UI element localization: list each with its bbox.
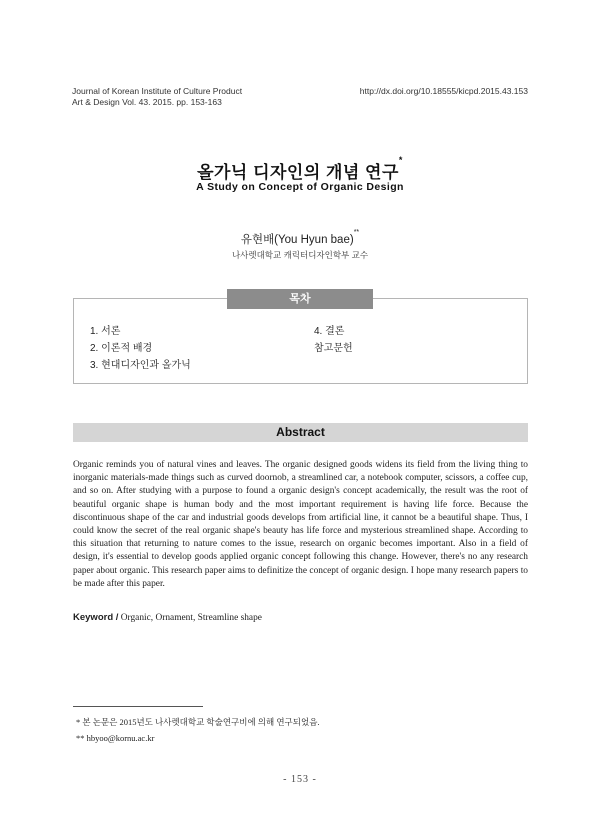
journal-name: Journal of Korean Institute of Culture Product [72,86,243,96]
author-affiliation: 나사렛대학교 캐릭터디자인학부 교수 [231,250,369,260]
doi-link[interactable]: http://dx.doi.org/10.18555/kicpd.2015.43.153 [359,86,528,96]
toc-item: 3. 현대디자인과 올가닉 [90,360,191,371]
author-name-text: 유현배(You Hyun bae) [240,234,354,246]
footnote-funding: * 본 논문은 2015년도 나사렛대학교 학술연구비에 의해 연구되었음. [76,717,320,727]
korean-title [0,155,600,183]
toc-heading: 목차 [227,289,373,309]
page-number: - 153 - [283,774,317,785]
toc-item: 참고문헌 [314,343,353,354]
keywords [73,612,262,623]
footnote-email[interactable]: ** hbyoo@kornu.ac.kr [76,733,155,743]
toc-item: 2. 이론적 배경 [90,343,153,354]
journal-info [72,86,242,108]
author-footnote-mark: ** [353,229,360,236]
abstract-heading: Abstract [73,423,528,442]
keywords-values: Organic, Ornament, Streamline shape [120,613,262,623]
journal-volume: Art & Design Vol. 43. 2015. pp. 153-163 [72,97,222,107]
keywords-label: Keyword / [73,612,119,623]
english-title: A Study on Concept of Organic Design [196,181,404,193]
korean-title-text: 올가닉 디자인의 개념 연구 [197,163,399,182]
toc-item: 4. 결론 [314,326,345,337]
author-name [0,231,600,247]
toc-left-column [90,323,191,374]
toc-right-column [314,323,353,357]
toc-item: 1. 서론 [90,326,121,337]
title-footnote-mark: * [398,155,403,165]
abstract-body: Organic reminds you of natural vines and leaves. The organic designed goods widens its field from the living thing to inorganic materials-made things such as curved doornob, a streamlined car, a notebook computer, scissors, a coffee cup, and so on. After studying with a purpose to found a organic design's concept academically, the result was the root of beautiful organic shape is human body and the most important requirement is having life force. Because the discontinuous shape of the car and industrial goods develops from artificial line, it cannot be a beautiful shape. Thus, I could know the secret of the real organic shape's beauty has life force and mysterious streamlined shape. According to this situation that returning to nature comes to the issue, research on organic becomes important. Also in a field of design, it's essential to develop goods applied organic concept following this change. However, there's no any research paper about organic. This research paper aims to definitize the concept of organic design. I hope many research papers to be made after this paper. [73,460,528,589]
footnote-divider [73,706,203,707]
